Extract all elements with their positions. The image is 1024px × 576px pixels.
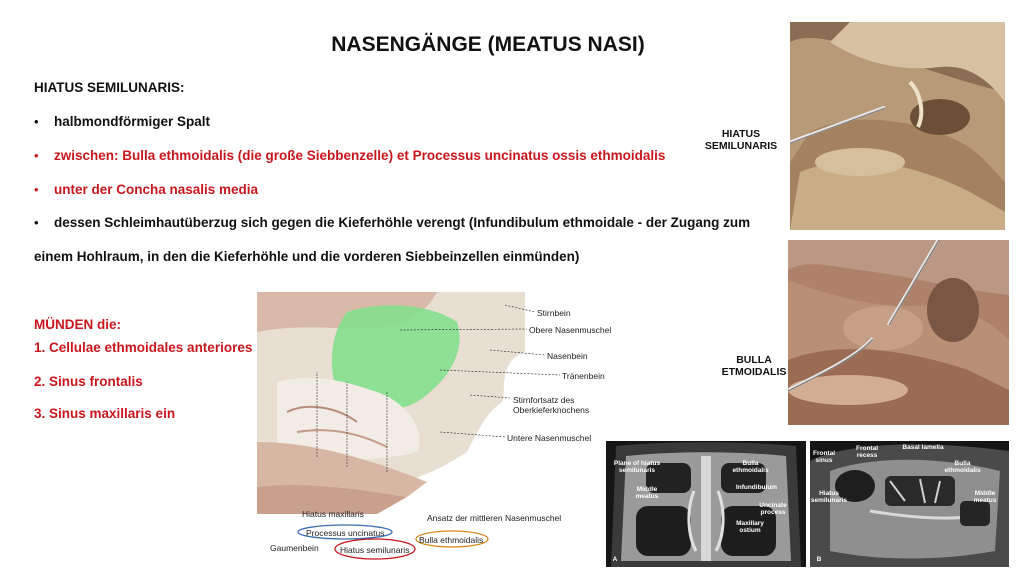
- ct-a-label-maxillary: [730, 520, 770, 534]
- label-stirnfortsatz-line2: Oberkieferknochens: [513, 405, 590, 415]
- label-stirnfortsatz: [513, 395, 589, 415]
- label-stirnbein: Stirnbein: [537, 308, 571, 318]
- ct-b-middle-line1: Middle: [974, 490, 996, 497]
- bullet-marker: •: [34, 182, 39, 197]
- hiatus-label-line2: SEMILUNARIS: [704, 140, 778, 152]
- label-stirnfortsatz-line1: Stirnfortsatz des: [513, 395, 575, 405]
- ct-b-frecess-line1: Frontal: [855, 445, 879, 452]
- ct-a-middle-line1: Middle: [636, 486, 658, 493]
- label-hiatus-semilunaris: Hiatus semilunaris: [340, 545, 410, 555]
- ct-b-frecess-line2: recess: [856, 452, 878, 459]
- munden-heading: MÜNDEN die:: [34, 317, 121, 332]
- bullet-marker: •: [34, 148, 39, 163]
- ct-a-bulla-line2: ethmoidalis: [732, 467, 769, 474]
- bulla-label-line2: ETMOIDALIS: [721, 366, 787, 378]
- bullet-4: dessen Schleimhautüberzug sich gegen die Kieferhöhle verengt (Infundibulum ethmoidale - der Zugang zum: [54, 215, 751, 230]
- ct-a-label-bulla: [728, 460, 773, 474]
- ct-a-letter: A: [612, 556, 618, 563]
- ct-b-label-basal-lamella: Basal lamella: [902, 444, 944, 451]
- ct-b-label-hiatus: [810, 490, 848, 504]
- ct-a-label-middle: [632, 486, 662, 500]
- ct-a-label-plane: [612, 460, 662, 474]
- label-untere-nasenmuschel: Untere Nasenmuschel: [507, 433, 592, 443]
- ct-b-label-middle: [968, 490, 1002, 504]
- bullet-1: halbmondförmiger Spalt: [54, 114, 211, 129]
- ct-a-maxillary-line1: Maxillary: [736, 520, 764, 527]
- ct-b-letter: B: [816, 556, 822, 563]
- ct-b-bulla-line1: Bulla: [954, 460, 971, 467]
- ct-a-plane-line2: semilunaris: [618, 467, 656, 474]
- ct-b-bulla-line2: ethmoidalis: [944, 467, 981, 474]
- ct-b-hiatus-line2: semilunaris: [810, 497, 848, 504]
- bullet-marker: •: [34, 215, 39, 230]
- munden-item-1: 1. Cellulae ethmoidales anteriores: [34, 340, 253, 355]
- bulla-label-line1: BULLA: [736, 354, 772, 366]
- ct-a-uncinate-line1: Uncinate: [759, 502, 787, 509]
- munden-item-3: 3. Sinus maxillaris ein: [34, 406, 176, 421]
- ct-a-uncinate-line2: process: [760, 509, 786, 516]
- hiatus-heading: HIATUS SEMILUNARIS:: [34, 80, 185, 95]
- ct-b-frontal-line2: sinus: [815, 457, 833, 464]
- ct-b-middle-line2: meatus: [973, 497, 997, 504]
- slide-title: NASENGÄNGE (MEATUS NASI): [331, 33, 645, 56]
- munden-item-2: 2. Sinus frontalis: [34, 374, 143, 389]
- ct-a-label-infundibulum: Infundibulum: [735, 484, 778, 491]
- label-processus-uncinatus: Processus uncinatus: [306, 528, 385, 538]
- bullet-4-continuation: einem Hohlraum, in den die Kieferhöhle und die vorderen Siebbeinzellen einmünden): [34, 249, 580, 264]
- label-hiatus-maxillaris: Hiatus maxillaris: [302, 509, 364, 519]
- label-traenenbein: Tränenbein: [562, 371, 605, 381]
- bullet-2: zwischen: Bulla ethmoidalis (die große Siebbenzelle) et Processus uncinatus ossis ethmoidalis: [54, 148, 666, 163]
- label-bulla-ethmoidalis: Bulla ethmoidalis: [419, 535, 484, 545]
- ct-b-frontal-line1: Frontal: [812, 450, 836, 457]
- hiatus-label-line1: HIATUS: [721, 128, 761, 140]
- label-ansatz: Ansatz der mittleren Nasenmuschel: [427, 513, 562, 523]
- label-obere-nasenmuschel: Obere Nasenmuschel: [529, 325, 612, 335]
- bullet-marker: •: [34, 114, 39, 129]
- ct-b-label-frontal-recess: [852, 445, 882, 459]
- ct-a-middle-line2: meatus: [635, 493, 659, 500]
- label-gaumenbein: Gaumenbein: [270, 543, 319, 553]
- ct-a-bulla-line1: Bulla: [742, 460, 759, 467]
- ct-b-label-bulla: [940, 460, 985, 474]
- ct-a-maxillary-line2: ostium: [739, 527, 761, 534]
- ct-a-label-uncinate: [756, 502, 790, 516]
- ct-a-plane-line1: Plane of hiatus: [613, 460, 661, 467]
- bullet-3: unter der Concha nasalis media: [54, 182, 259, 197]
- ct-b-label-frontal-sinus: [810, 450, 838, 464]
- label-nasenbein: Nasenbein: [547, 351, 588, 361]
- ct-b-hiatus-line1: Hiatus: [819, 490, 839, 497]
